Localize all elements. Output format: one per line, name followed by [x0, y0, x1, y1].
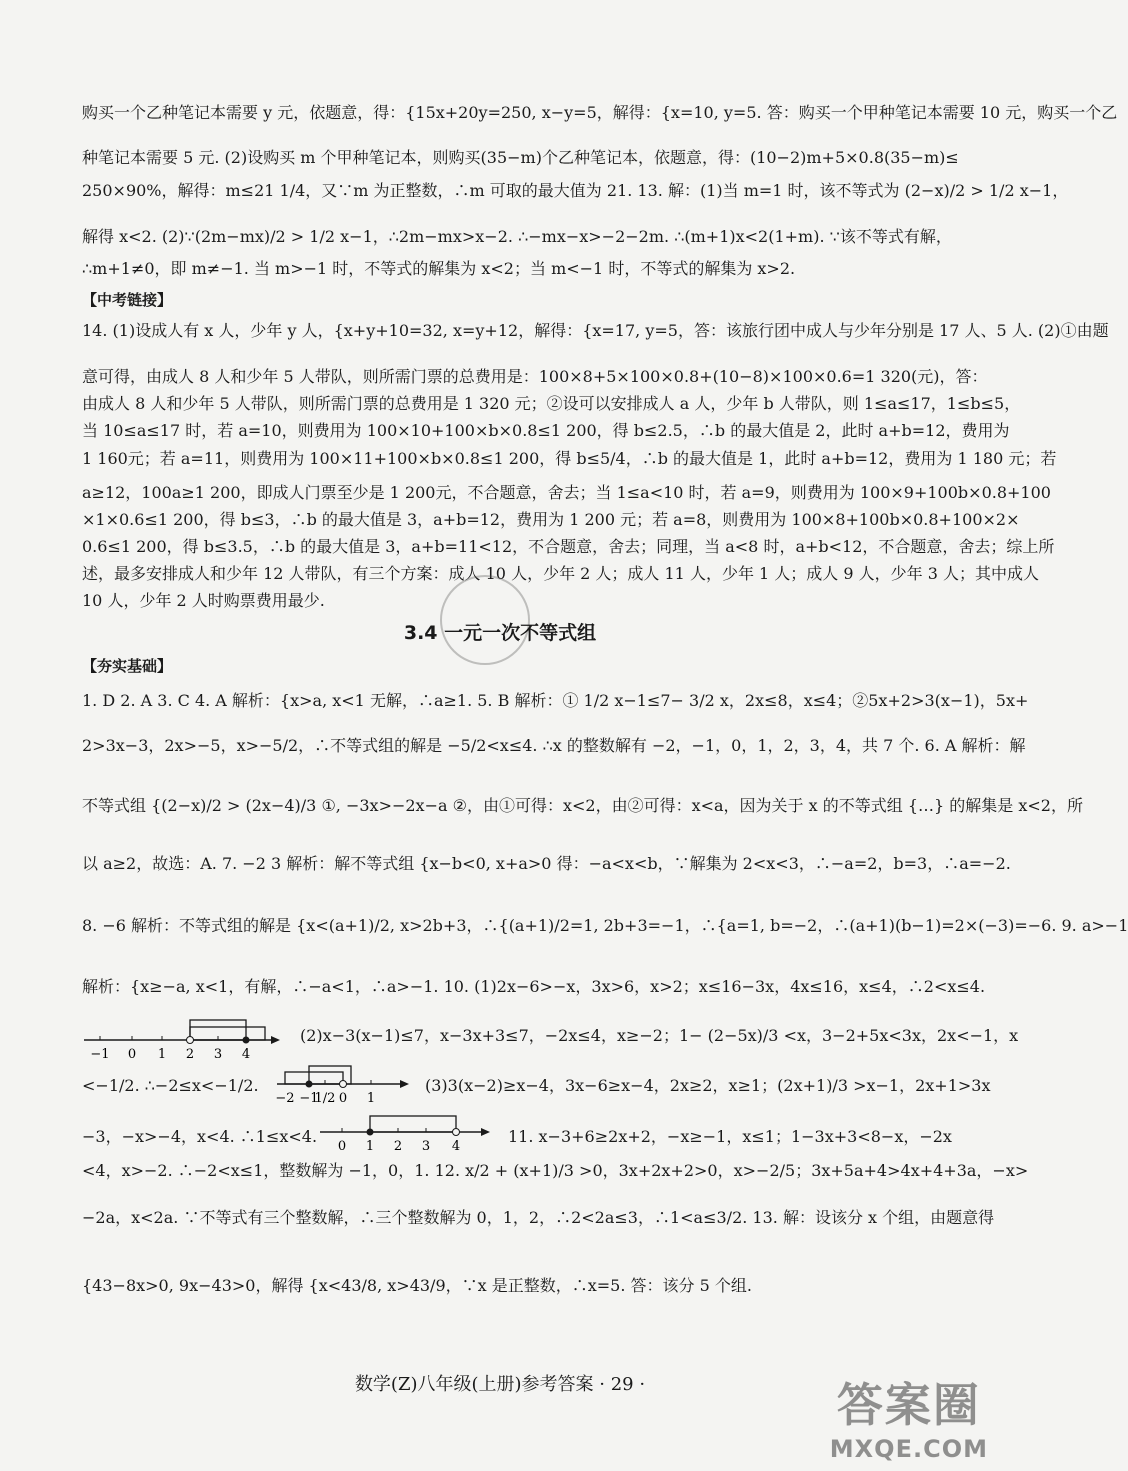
number-line-label: 0: [338, 1091, 348, 1106]
text-line: ×1×0.6≤1 200，得 b≤3，∴b 的最大值是 3，a+b=12，费用为 1 200 元；若 a=8，则费用为 100×8+100b×0.8+100×2×: [82, 510, 1020, 529]
number-line-3: [318, 1110, 498, 1154]
number-line-label: 1: [365, 1139, 375, 1154]
text-line: 购买一个乙种笔记本需要 y 元，依题意，得：{15x+20y=250, x−y=5，解得：{x=10, y=5. 答：购买一个甲种笔记本需要 10 元，购买一个乙: [82, 103, 1118, 122]
text-line: {43−8x>0, 9x−43>0，解得 {x<43/8, x>43/9，∵x 是正整数，∴x=5. 答：该分 5 个组.: [82, 1276, 752, 1295]
text-line: 2>3x−3，2x>−5，x>−5/2，∴不等式组的解是 −5/2<x≤4. ∴x 的整数解有 −2，−1，0，1，2，3，4，共 7 个. 6. A 解析：解: [82, 736, 1026, 755]
number-line-label: −1: [299, 1091, 319, 1106]
text-line: 14. (1)设成人有 x 人，少年 y 人，{x+y+10=32, x=y+12，解得：{x=17, y=5，答：该旅行团中成人与少年分别是 17 人、5 人. (2)①由题: [82, 321, 1109, 340]
text-line: (2)x−3(x−1)≤7，x−3x+3≤7，−2x≤4，x≥−2；1− (2−5x)/3 <x，3−2+5x<3x，2x<−1，x: [300, 1026, 1019, 1045]
text-line: <4，x>−2. ∴−2<x≤1，整数解为 −1，0，1. 12. x/2 + (x+1)/3 >0，3x+2x+2>0，x>−2/5；3x+5a+4>4x+4+3a，−x>: [82, 1161, 1029, 1180]
number-line-label: 0: [127, 1047, 137, 1062]
text-line: 8. −6 解析：不等式组的解是 {x<(a+1)/2, x>2b+3，∴{(a+1)/2=1, 2b+3=−1，∴{a=1, b=−2，∴(a+1)(b−1)=2×(−3)=−6. 9. a>−1: [82, 916, 1128, 935]
text-line: <−1/2. ∴−2≤x<−1/2.: [82, 1076, 259, 1095]
number-line-label: 0: [337, 1139, 347, 1154]
section-heading-link: 【中考链接】: [82, 291, 173, 309]
text-line: 述，最多安排成人和少年 12 人带队，有三个方案：成人 10 人，少年 2 人；成人 11 人，少年 1 人；成人 9 人，少年 3 人；其中成人: [82, 564, 1040, 583]
text-line: 1. D 2. A 3. C 4. A 解析：{x>a, x<1 无解，∴a≥1. 5. B 解析：① 1/2 x−1≤7− 3/2 x，2x≤8，x≤4；②5x+2>3(x−1)，5x+: [82, 691, 1029, 710]
watermark-logo: [830, 1369, 988, 1463]
text-line: 当 10≤a≤17 时，若 a=10，则费用为 100×10+100×b×0.8≤1 200，得 b≤2.5，∴b 的最大值是 2，此时 a+b=12，费用为: [82, 421, 1010, 440]
text-line: −2a，x<2a. ∵不等式有三个整数解，∴三个整数解为 0，1，2，∴2<2a≤3，∴1<a≤3/2. 13. 解：设该分 x 个组，由题意得: [82, 1208, 995, 1227]
text-line: 10 人，少年 2 人时购票费用最少.: [82, 591, 325, 610]
text-line: 0.6≤1 200，得 b≤3.5，∴b 的最大值是 3，a+b=11<12，不合题意，舍去；同理，当 a<8 时，a+b<12，不合题意，舍去；综上所: [82, 537, 1055, 556]
watermark-url: MXQE.COM: [829, 1435, 988, 1463]
number-line-label: 2: [393, 1139, 403, 1154]
text-line: 由成人 8 人和少年 5 人带队，则所需门票的总费用是 1 320 元；②设可以安排成人 a 人，少年 b 人带队，则 1≤a≤17，1≤b≤5，: [82, 394, 1021, 413]
text-line: (3)3(x−2)≥x−4，3x−6≥x−4，2x≥2，x≥1；(2x+1)/3 >x−1，2x+1>3x: [425, 1076, 991, 1095]
watermark-text: 答案圈: [836, 1378, 981, 1432]
section-heading-basic: 【夯实基础】: [82, 657, 173, 675]
number-line-1: [82, 1012, 282, 1062]
number-line-label: −1: [90, 1047, 110, 1062]
number-line-label: 4: [241, 1047, 251, 1062]
number-line-label: 3: [421, 1139, 431, 1154]
number-line-label: 1: [157, 1047, 167, 1062]
text-line: 不等式组 {(2−x)/2 > (2x−4)/3 ①, −3x>−2x−a ②，由①可得：x<2，由②可得：x<a，因为关于 x 的不等式组 {…} 的解集是 x<2，所: [82, 796, 1083, 815]
section-title: 3.4 一元一次不等式组: [403, 622, 597, 644]
number-line-label: 4: [451, 1139, 461, 1154]
text-line: 11. x−3+6≥2x+2，−x≥−1，x≤1；1−3x+3<8−x，−2x: [508, 1127, 952, 1146]
text-line: 种笔记本需要 5 元. (2)设购买 m 个甲种笔记本，则购买(35−m)个乙种笔记本，依题意，得：(10−2)m+5×0.8(35−m)≤: [82, 148, 959, 167]
number-line-label: −2: [275, 1091, 295, 1106]
page-footer: 数学(Z)八年级(上册)参考答案 · 29 ·: [354, 1374, 646, 1395]
text-line: 解析：{x≥−a, x<1，有解，∴−a<1，∴a>−1. 10. (1)2x−6>−x，3x>6，x>2；x≤16−3x，4x≤16，x≤4，∴2<x≤4.: [82, 977, 986, 996]
text-line: −3，−x>−4，x<4. ∴1≤x<4.: [82, 1127, 318, 1146]
text-line: 250×90%，解得：m≤21 1/4，又∵m 为正整数，∴m 可取的最大值为 21. 13. 解：(1)当 m=1 时，该不等式为 (2−x)/2 > 1/2 x−1，: [82, 181, 1069, 200]
text-line: 意可得，由成人 8 人和少年 5 人带队，则所需门票的总费用是：100×8+5×100×0.8+(10−8)×100×0.6=1 320(元)，答：: [82, 367, 988, 386]
text-line: ∴m+1≠0，即 m≠−1. 当 m>−1 时，不等式的解集为 x<2；当 m<−1 时，不等式的解集为 x>2.: [82, 259, 796, 278]
number-line-label: 1/2: [314, 1091, 336, 1106]
text-line: 以 a≥2，故选：A. 7. −2 3 解析：解不等式组 {x−b<0, x+a>0 得：−a<x<b，∵解集为 2<x<3，∴−a=2，b=3，∴a=−2.: [82, 854, 1011, 873]
number-line-label: 1: [366, 1091, 376, 1106]
number-line-label: 3: [213, 1047, 223, 1062]
text-line: 1 160元；若 a=11，则费用为 100×11+100×b×0.8≤1 200，得 b≤5/4，∴b 的最大值是 1，此时 a+b=12，费用为 1 180 元；若: [82, 449, 1057, 468]
text-line: 解得 x<2. (2)∵(2m−mx)/2 > 1/2 x−1，∴2m−mx>x−2. ∴−mx−x>−2−2m. ∴(m+1)x<2(1+m). ∵该不等式有解，: [82, 227, 952, 246]
number-line-2: [275, 1060, 415, 1112]
number-line-label: 2: [185, 1047, 195, 1062]
text-line: a≥12，100a≥1 200，即成人门票至少是 1 200元，不合题意，舍去；当 1≤a<10 时，若 a=9，则费用为 100×9+100b×0.8+100: [82, 483, 1051, 502]
